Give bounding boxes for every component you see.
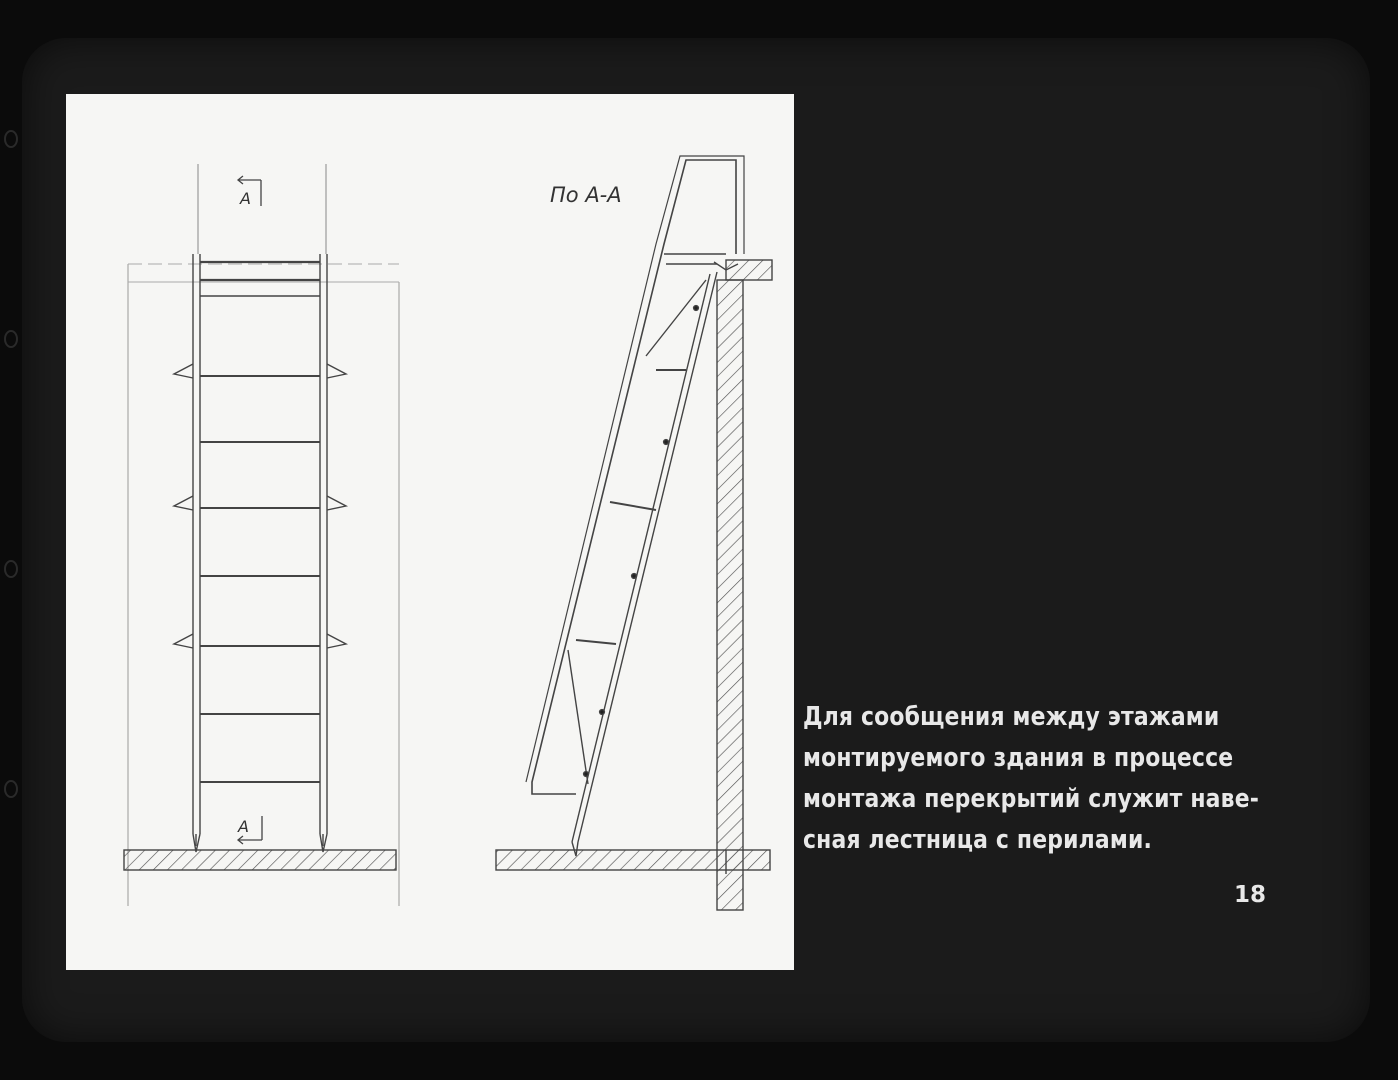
ladder-drawing-svg <box>66 94 794 970</box>
section-view <box>496 156 772 910</box>
caption-line: монтажа перекрытий служит наве- <box>803 784 1260 814</box>
front-view <box>124 164 399 906</box>
film-hole <box>4 330 18 348</box>
section-mark-bottom-label: A <box>238 817 249 836</box>
caption-line: Для сообщения между этажами <box>803 702 1220 732</box>
film-hole <box>4 780 18 798</box>
caption-line: сная лестница с перилами. <box>803 825 1153 855</box>
film-hole <box>4 560 18 578</box>
page-number: 18 <box>1234 882 1267 908</box>
section-title: По А-А <box>550 183 622 207</box>
film-hole <box>4 130 18 148</box>
section-mark-top-label: A <box>240 189 251 208</box>
ladder-drawing <box>66 94 794 970</box>
caption-line: монтируемого здания в процессе <box>803 743 1234 773</box>
caption <box>803 697 1260 861</box>
